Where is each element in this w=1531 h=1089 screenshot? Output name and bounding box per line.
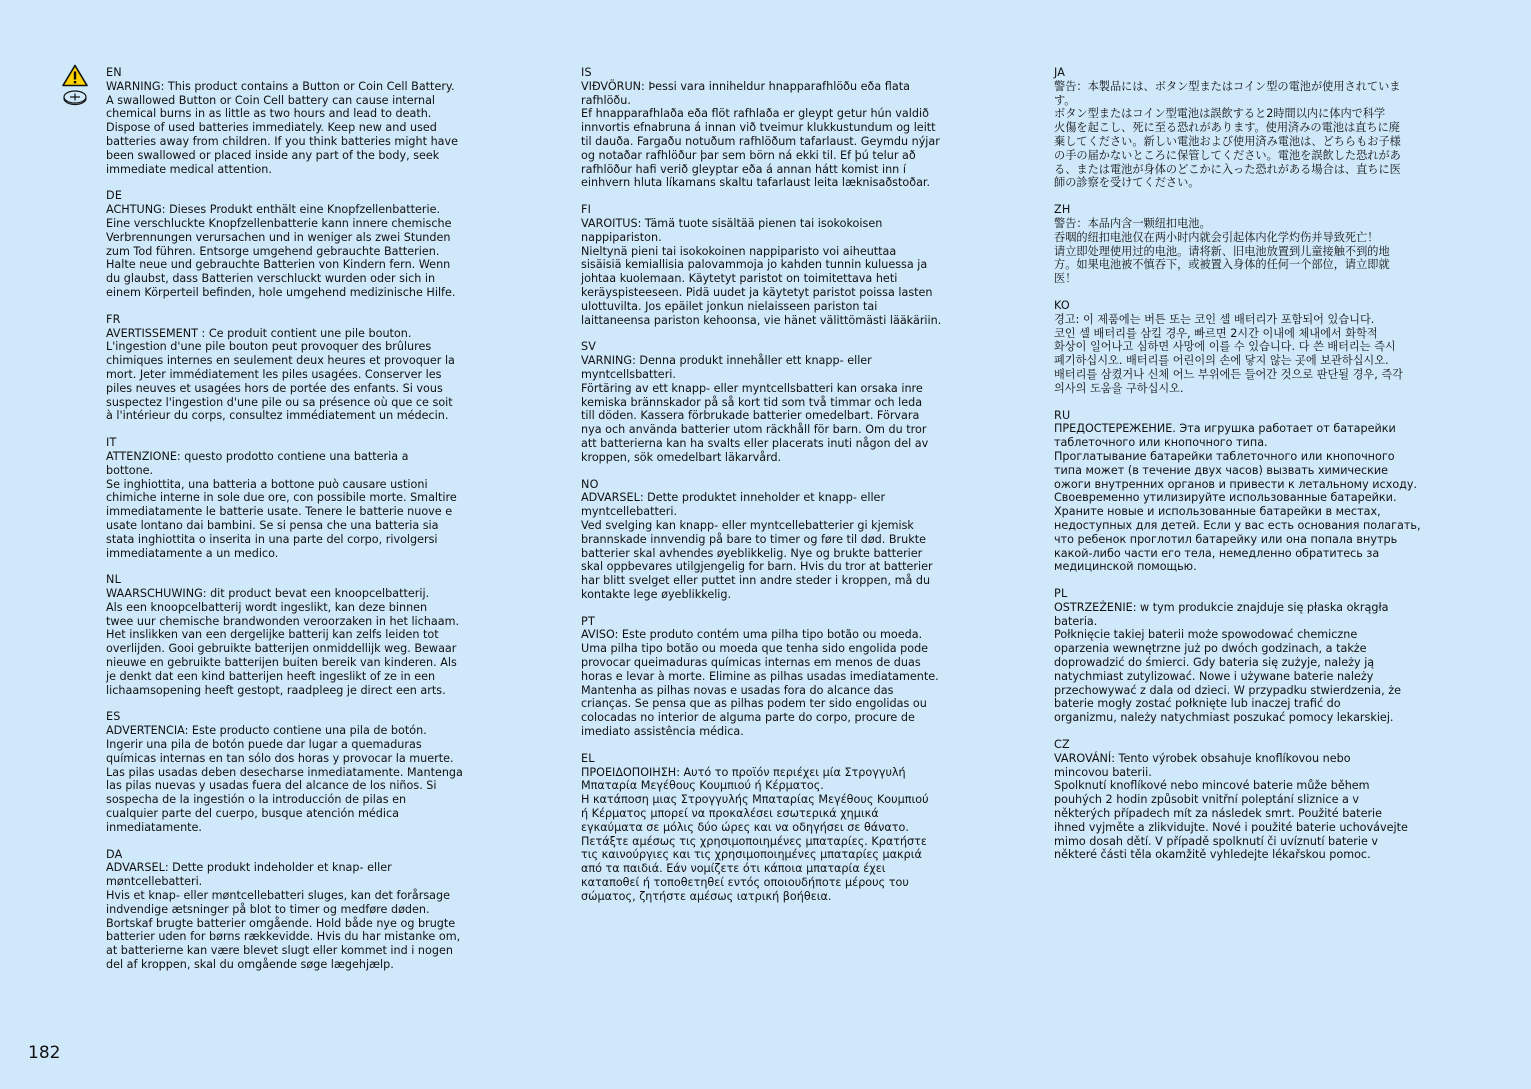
warning-line: какой-либо части его тела, немедленно обратитесь за (1054, 546, 1380, 560)
warning-line: WARNING: This product contains a Button or Coin Cell Battery. (106, 79, 455, 93)
warning-text (106, 450, 486, 560)
safety-icons (62, 64, 90, 106)
warning-line: L'ingestion d'une pile bouton peut provoquer des brûlures (106, 340, 432, 354)
warning-line: og notaðar rafhlöður þar sem börn ná ekki til. Ef þú telur að (581, 148, 916, 162)
warning-line: laittaneensa pariston kehoonsa, vie hänet välittömästi lääkäriin. (581, 313, 942, 327)
warning-text (1054, 601, 1439, 725)
warning-line: horas e levar à morte. Elimine as pilhas usadas imediatamente. (581, 669, 939, 683)
warning-line: einhvern hluta líkamans skaltu tafarlaust leita læknisaðstoðar. (581, 176, 931, 190)
warning-line: las pilas nuevas y usadas fuera del alcance de los niños. Si (106, 779, 437, 793)
warning-section-it (106, 436, 486, 560)
language-code: JA (1054, 66, 1066, 79)
warning-text (106, 724, 486, 834)
language-code: FI (581, 203, 592, 217)
warning-section-no (581, 478, 966, 602)
warning-line: 吞咽的纽扣电池仅在两小时内就会引起体内化学灼伤并导致死亡！ (1054, 230, 1379, 244)
warning-line: przechowywać z dala od dzieci. W przypadku stwierdzenia, że (1054, 683, 1401, 697)
warning-line: chimiques internes en seulement deux heures et provoquer la (106, 354, 455, 368)
warning-line: některé části těla okamžitě vyhledejte lékařskou pomoc. (1054, 848, 1371, 862)
language-code: EN (106, 66, 122, 79)
warning-line: batterier skal avhendes øyeblikkelig. Nye og brukte batterier (581, 546, 923, 560)
warning-text (581, 217, 966, 327)
warning-line: immediatamente a un medico. (106, 546, 279, 560)
warning-line: 请立即处理使用过的电池。请将新、旧电池放置到儿童接触不到的地 (1054, 244, 1390, 258)
warning-line: rafhlöðu. (581, 93, 631, 107)
language-code: EL (581, 751, 595, 765)
warning-line: 警告：本品内含一颗纽扣电池。 (1054, 216, 1211, 230)
warning-line: brannskade innvendig på bare to timer og føre til død. Brukte (581, 532, 926, 546)
warning-text (581, 491, 966, 601)
warning-line: εγκαύματα σε μόλις δύο ώρες και να οδηγήσει σε θάνατο. (581, 820, 909, 834)
warning-line: VAROITUS: Tämä tuote sisältää pienen tai isokokoisen (581, 216, 883, 230)
warning-section-sv (581, 340, 966, 464)
warning-line: τις καινούργιες και τις χρησιμοποιημένες μπαταρίες μακριά (581, 848, 922, 862)
warning-section-cz (1054, 738, 1439, 862)
warning-section-de (106, 189, 486, 299)
warning-line: bottone. (106, 463, 154, 477)
warning-line: bateria. (1054, 614, 1098, 628)
warning-line: Förtäring av ett knapp- eller myntcellsbatteri kan orsaka inre (581, 381, 923, 395)
column-2 (581, 66, 966, 917)
warning-line: Spolknutí knoflíkové nebo mincové baterie může během (1054, 779, 1370, 793)
language-code: KO (1054, 298, 1070, 312)
warning-line: VIÐVÖRUN: Þessi vara inniheldur hnapparafhlöðu eða flata (581, 79, 910, 93)
warning-line: nieuwe en gebruikte batterijen buiten bereik van kinderen. Als (106, 656, 457, 670)
warning-section-es (106, 710, 486, 834)
warning-line: る、または電池が身体のどこかに入った恐れがある場合は、直ちに医 (1054, 162, 1401, 176)
warning-line: Проглатывание батарейки таблеточного или кнопочного (1054, 449, 1395, 463)
warning-line: A swallowed Button or Coin Cell battery can cause internal (106, 93, 436, 107)
warning-line: таблеточного или кнопочного типа. (1054, 436, 1268, 450)
warning-text (1054, 422, 1439, 574)
warning-line: natychmiast zutylizować. Nowe i używane baterie należy (1054, 669, 1374, 683)
language-code: IT (106, 436, 117, 450)
warning-text (581, 80, 966, 190)
warning-line: ATTENZIONE: questo prodotto contiene una batteria a (106, 449, 409, 463)
warning-line: doprowadzić do śmierci. Gdy bateria się zużyje, należy ją (1054, 656, 1375, 670)
warning-line: lichaamsopening heeft gestopt, raadpleeg je direct een arts. (106, 683, 446, 697)
warning-line: batterier uden for børns rækkevidde. Hvis du har mistanke om, (106, 930, 461, 944)
warning-line: Als een knoopcelbatterij wordt ingeslikt, kan deze binnen (106, 600, 428, 614)
warning-line: nappipariston. (581, 230, 662, 244)
warning-line: chemical burns in as little as two hours and lead to death. (106, 107, 432, 121)
language-code: DA (106, 847, 123, 861)
warning-line: nya och använda batterier utom räckhåll för barn. Om du tror (581, 423, 927, 437)
warning-line: à l'intérieur du corps, consultez immédiatement un médecin. (106, 409, 449, 423)
warning-line: Verbrennungen verursachen und in weniger als zwei Stunden (106, 230, 451, 244)
warning-line: har blitt svelget eller puttet inn andre steder i kroppen, må du (581, 574, 931, 588)
warning-line: ボタン型またはコイン型電池は誤飲すると2時間以内に体内で科学 (1054, 107, 1386, 121)
language-code: NO (581, 477, 599, 491)
warning-line: 경고: 이 제품에는 버튼 또는 코인 셀 배터리가 포함되어 있습니다. (1054, 312, 1375, 326)
warning-line: organizmu, należy natychmiast poszukać pomocy lekarskiej. (1054, 711, 1394, 725)
warning-line: ACHTUNG: Dieses Produkt enthält eine Knopfzellenbatterie. (106, 203, 441, 217)
warning-line: Ingerir una pila de botón puede dar lugar a quemaduras (106, 738, 422, 752)
warning-line: innvortis efnabruna á innan við tveimur klukkustundum og leitt (581, 121, 936, 135)
warning-line: Połknięcie takiej baterii może spowodować chemiczne (1054, 628, 1358, 642)
warning-line: ADVERTENCIA: Este producto contiene una pila de botón. (106, 724, 427, 738)
warning-line: stata inghiottita o inserita in una parte del corpo, rivolgersi (106, 532, 438, 546)
warning-line: del af kroppen, skal du omgående søge lægehjælp. (106, 958, 394, 972)
language-code: DE (106, 189, 123, 203)
warning-section-nl (106, 573, 486, 697)
warning-line: す。 (1054, 93, 1076, 107)
warning-line: sospecha de la ingestión o la introducción de pilas en (106, 793, 407, 807)
warning-line: 의사의 도움을 구하십시오. (1054, 381, 1184, 395)
warning-line: Dispose of used batteries immediately. Keep new and used (106, 121, 437, 135)
warning-line: 火傷を起こし、死に至る恐れがあります。使用済みの電池は直ちに廃 (1054, 121, 1400, 135)
page-number: 182 (28, 1043, 61, 1063)
warning-section-en (106, 66, 486, 176)
warning-section-ja (1054, 66, 1439, 190)
warning-line: kontakte lege øyeblikkelig. (581, 587, 732, 601)
warning-line: zum Tod führen. Entsorge umgehend gebrauchte Batterien. (106, 244, 440, 258)
warning-line: usate lontano dai bambini. Se si pensa che una batteria sia (106, 518, 439, 532)
warning-line: 警告：本製品には、ボタン型またはコイン型の電池が使用されていま (1054, 79, 1401, 93)
warning-line: Πετάξτε αμέσως τις χρησιμοποιημένες μπαταρίες. Κρατήστε (581, 834, 927, 848)
warning-text (581, 766, 966, 904)
warning-line: 폐기하십시오. 배터리를 어린이의 손에 닿지 않는 곳에 보관하십시오. (1054, 354, 1389, 368)
warning-text (1054, 313, 1439, 396)
warning-section-ru (1054, 409, 1439, 575)
warning-text (106, 327, 486, 424)
warning-line: の手の届かないところに保管してください。電池を誤飲した恐れがあ (1054, 148, 1401, 162)
warning-section-ko (1054, 299, 1439, 396)
warning-line: keräyspisteeseen. Pidä uudet ja käytetyt paristot poissa lasten (581, 285, 933, 299)
warning-line: 화상이 일어나고 심하면 사망에 이를 수 있습니다. 다 쓴 배터리는 즉시 (1054, 340, 1396, 354)
warning-line: sisäisiä kemiallisia palovammoja jo kahden tunnin kuluessa ja (581, 258, 928, 272)
warning-line: 医！ (1054, 272, 1077, 286)
warning-line: immediatamente le batterie usate. Tenere le batterie nuove e (106, 505, 453, 519)
warning-line: imediato assistência médica. (581, 725, 744, 739)
warning-line: skal oppbevares utilgjengelig for barn. Hvis du tror at batterier (581, 560, 933, 574)
warning-line: at batterierne kan være blevet slugt eller kommet ind i nogen (106, 944, 453, 958)
warning-line: Своевременно утилизируйте использованные батарейки. (1054, 491, 1397, 505)
warning-line: VAROVÁNÍ: Tento výrobek obsahuje knoflíkovou nebo (1054, 751, 1351, 765)
warning-line: pouhých 2 hodin způsobit vnitřní poleptání sliznice a v (1054, 793, 1360, 807)
warning-line: Bortskaf brugte batterier omgående. Hold både nye og brugte (106, 916, 456, 930)
warning-line: OSTRZEŻENIE: w tym produkcie znajduje się płaska okrągła (1054, 600, 1389, 614)
warning-line: myntcellsbatteri. (581, 367, 676, 381)
warning-line: σώματος, ζητήστε αμέσως ιατρική βοήθεια. (581, 889, 832, 903)
warning-line: batteries away from children. If you think batteries might have (106, 134, 459, 148)
warning-line: químicas internas en tan sólo dos horas y provocar la muerte. (106, 751, 454, 765)
warning-text (581, 354, 966, 464)
language-code: CZ (1054, 738, 1070, 752)
warning-line: mincovou baterii. (1054, 765, 1152, 779)
warning-line: 棄してください。新しい電池および使用済み電池は、どちらもお子様 (1054, 134, 1401, 148)
warning-line: mort. Jeter immédiatement les piles usagées. Conserver les (106, 367, 442, 381)
warning-line: 배터리를 삼켰거나 신체 어느 부위에든 들어간 것으로 판단될 경우, 즉각 (1054, 367, 1403, 381)
warning-line: provocar queimaduras químicas internas em menos de duas (581, 656, 921, 670)
warning-line: til dauða. Fargaðu notuðum rafhlöðum tafarlaust. Geymdu nýjar (581, 134, 940, 148)
warning-line: piles neuves et usagées hors de portée des enfants. Si vous (106, 381, 443, 395)
warning-line: ожоги внутренних органов и привести к летальному исходу. (1054, 477, 1418, 491)
warning-line: overlijden. Gooi gebruikte batterijen onmiddellijk weg. Bewaar (106, 642, 457, 656)
warning-text (106, 861, 486, 971)
warning-line: ADVARSEL: Dette produkt indeholder et knap- eller (106, 861, 392, 875)
warning-line: suspectez l'ingestion d'une pile ou sa présence où que ce soit (106, 395, 453, 409)
warning-text (581, 628, 966, 738)
warning-line: ПРЕДОСТЕРЕЖЕНИЕ. Эта игрушка работает от батарейки (1054, 422, 1396, 436)
warning-line: johtaa kuolemaan. Käytetyt paristot on toimitettava heti (581, 272, 898, 286)
warning-line: crianças. Se pensa que as pilhas podem ter sido engolidas ou (581, 697, 927, 711)
warning-line: cualquier parte del cuerpo, busque atención médica (106, 807, 399, 821)
warning-line: twee uur chemische brandwonden veroorzaken in het lichaam. (106, 614, 460, 628)
warning-section-el (581, 752, 966, 904)
warning-line: ulottuvilta. Jos epäilet jonkun nielaisseen pariston tai (581, 299, 878, 313)
warning-line: Halte neue und gebrauchte Batterien von Kindern fern. Wenn (106, 258, 451, 272)
language-code: RU (1054, 408, 1071, 422)
warning-section-zh (1054, 203, 1439, 286)
warning-line: rafhlöður hafi verið gleyptar eða á annan hátt komist inn í (581, 162, 906, 176)
warning-section-pl (1054, 587, 1439, 725)
warning-line: Hvis et knap- eller møntcellebatteri sluges, kan det forårsage (106, 889, 451, 903)
warning-line: AVERTISSEMENT : Ce produit contient une pile bouton. (106, 326, 412, 340)
warning-line: indvendige ætsninger på blot to timer og medføre døden. (106, 902, 430, 916)
warning-text (106, 587, 486, 697)
warning-line: AVISO: Este produto contém uma pilha tipo botão ou moeda. (581, 628, 923, 642)
warning-line: недоступных для детей. Если у вас есть основания полагать, (1054, 518, 1421, 532)
warning-line: Eine verschluckte Knopfzellenbatterie kann innere chemische (106, 216, 452, 230)
warning-section-fi (581, 203, 966, 327)
warning-line: ή Κέρματος μπορεί να προκαλέσει εσωτερικά χημικά (581, 807, 879, 821)
warning-line: Nieltynä pieni tai isokokoinen nappiparisto voi aiheuttaa (581, 244, 897, 258)
warning-text (106, 203, 486, 300)
warning-line: Het inslikken van een dergelijke batterij kan zelfs leiden tot (106, 628, 439, 642)
warning-line: oparzenia wewnętrzne już po dwóch godzinach, a także (1054, 642, 1367, 656)
warning-line: att batterierna kan ha svalts eller placerats inuti någon del av (581, 436, 929, 450)
language-code: PL (1054, 587, 1068, 601)
warning-line: immediate medical attention. (106, 162, 272, 176)
warning-section-is (581, 66, 966, 190)
warning-line: Ved svelging kan knapp- eller myntcellebatterier gi kjemisk (581, 518, 914, 532)
warning-text (1054, 217, 1439, 286)
language-code: PT (581, 614, 595, 628)
warning-section-fr (106, 313, 486, 423)
warning-line: 方。如果电池被不慎吞下，或被置入身体的任何一个部位，请立即就 (1054, 258, 1390, 272)
warning-text (1054, 752, 1439, 862)
language-code: FR (106, 312, 121, 326)
warning-line: till döden. Kassera förbrukade batterier omedelbart. Förvara (581, 409, 920, 423)
language-code: IS (581, 66, 592, 79)
warning-line: Uma pilha tipo botão ou moeda que tenha sido engolida pode (581, 642, 929, 656)
warning-line: mimo dosah dětí. V případě spolknutí či uvíznutí baterie v (1054, 834, 1379, 848)
warning-text (106, 80, 486, 177)
warning-line: Μπαταρία Μεγέθους Κουμπιού ή Κέρματος. (581, 779, 824, 793)
warning-line: been swallowed or placed inside any part of the body, seek (106, 148, 440, 162)
warning-line: Se inghiottita, una batteria a bottone può causare ustioni (106, 477, 428, 491)
warning-section-pt (581, 615, 966, 739)
warning-section-da (106, 848, 486, 972)
warning-line: 코인 셀 배터리를 삼킬 경우, 빠르면 2시간 이내에 체내에서 화학적 (1054, 326, 1378, 340)
warning-line: καταποθεί ή τοποθετηθεί εντός οποιουδήποτε μέρους του (581, 876, 909, 890)
warning-line: colocadas no interior de alguma parte do corpo, procure de (581, 711, 915, 725)
warning-line: типа может (в течение двух часов) вызвать химические (1054, 463, 1389, 477)
warning-line: kroppen, sök omedelbart läkarvård. (581, 450, 782, 464)
warning-line: Ef hnapparafhlaða eða flöt rafhlaða er gleypt getur hún valdið (581, 107, 929, 121)
column-1 (106, 66, 486, 985)
warning-line: Храните новые и использованные батарейки в местах, (1054, 505, 1381, 519)
language-code: SV (581, 340, 597, 354)
warning-line: WAARSCHUWING: dit product bevat een knoopcelbatterij. (106, 587, 430, 601)
warning-line: медицинской помощью. (1054, 560, 1197, 574)
warning-line: ADVARSEL: Dette produktet inneholder et knapp- eller (581, 491, 886, 505)
warning-line: kemiska brännskador på så kort tid som två timmar och leda (581, 395, 923, 409)
coin-battery-icon (62, 90, 88, 106)
warning-line: Mantenha as pilhas novas e usadas fora do alcance das (581, 683, 894, 697)
warning-line: je denkt dat een kind batterijen heeft ingeslikt of ze in een (106, 669, 436, 683)
warning-line: ihned vyjměte a zlikvidujte. Nové i použité baterie uchovávejte (1054, 820, 1408, 834)
warning-line: VARNING: Denna produkt innehåller ett knapp- eller (581, 354, 872, 368)
warning-line: ΠΡΟΕΙΔΟΠΟΙΗΣΗ: Αυτό το προϊόν περιέχει μία Στρογγυλή (581, 765, 906, 779)
language-code: ES (106, 710, 121, 724)
language-code: ZH (1054, 203, 1071, 217)
warning-line: Η κατάποση μιας Στρογγυλής Μπαταρίας Μεγέθους Κουμπιού (581, 793, 929, 807)
warning-line: du glaubst, dass Batterien verschluckt wurden oder sich in (106, 272, 436, 286)
warning-line: myntcellebatteri. (581, 505, 678, 519)
warning-line: από τα παιδιά. Εάν νομίζετε ότι κάποια μπαταρία έχει (581, 862, 886, 876)
warning-line: einem Körperteil befinden, hole umgehend medizinische Hilfe. (106, 285, 456, 299)
warning-line: что ребенок проглотил батарейку или она попала внутрь (1054, 532, 1398, 546)
language-code: NL (106, 573, 122, 587)
warning-icon (62, 64, 88, 87)
warning-line: inmediatamente. (106, 820, 202, 834)
warning-line: baterie mogły zostać połknięte lub inaczej trafić do (1054, 697, 1341, 711)
warning-line: některých případech mít za následek smrt. Použité baterie (1054, 807, 1383, 821)
warning-text (1054, 80, 1439, 190)
column-3 (1054, 66, 1439, 875)
warning-line: møntcellebatteri. (106, 875, 203, 889)
warning-line: Las pilas usadas deben desecharse inmediatamente. Mantenga (106, 765, 463, 779)
warning-line: 師の診察を受けてください。 (1054, 176, 1200, 190)
warning-line: chimiche interne in sole due ore, con possibile morte. Smaltire (106, 491, 457, 505)
